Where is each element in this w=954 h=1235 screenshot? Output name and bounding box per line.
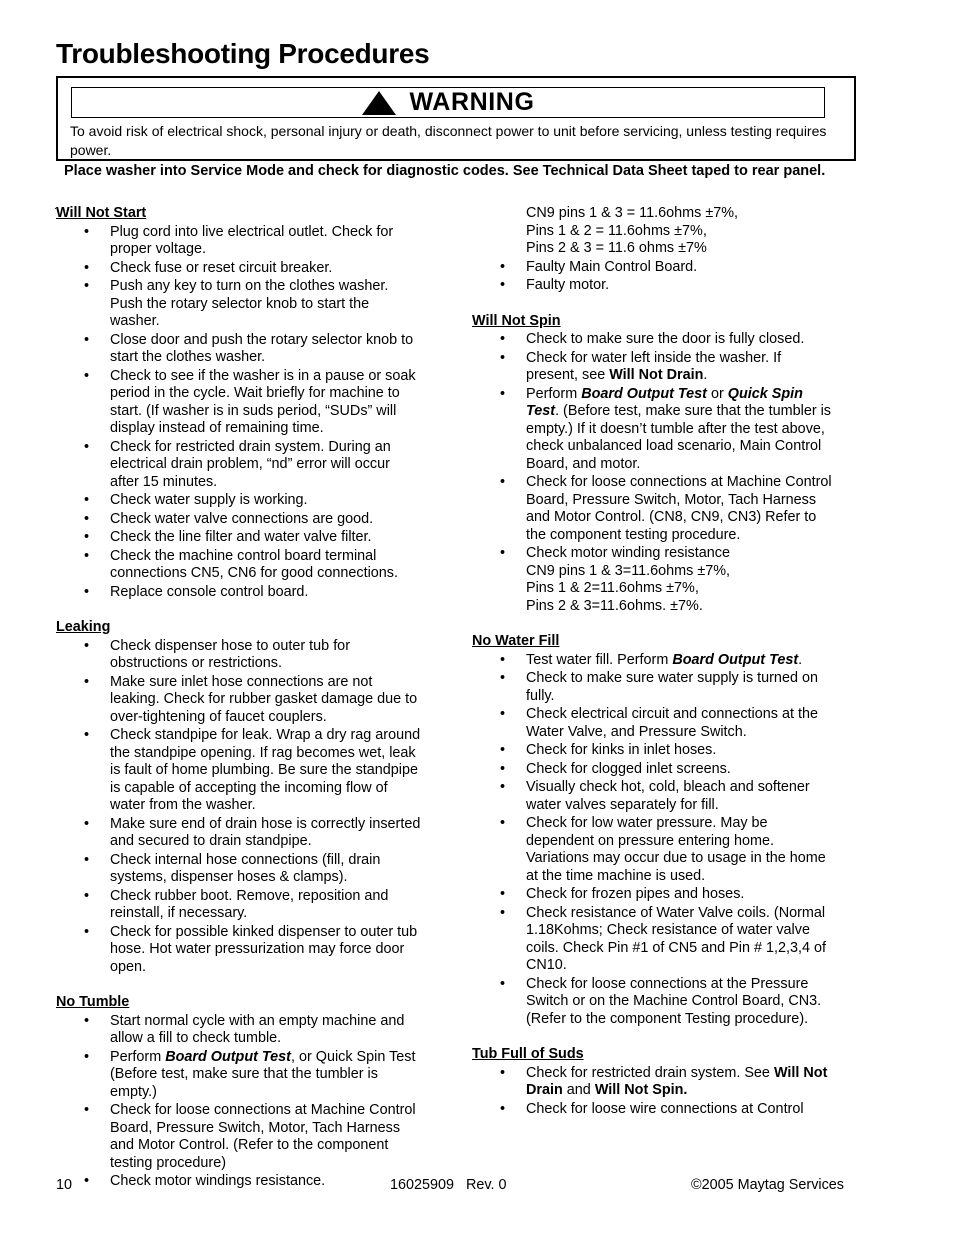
list-item: • Check electrical circuit and connections at the Water Valve, and Pressure Switch.: [472, 706, 837, 741]
list-item: • Check for kinks in inlet hoses.: [472, 742, 837, 760]
will-not-spin-list: [472, 331, 837, 615]
list-item: • Visually check hot, cold, bleach and softener water valves separately for fill.: [472, 779, 837, 814]
text-run: , or Quick Spin Test (Before test, make sure that the tumbler is empty.): [110, 1048, 416, 1100]
resistance-values: CN9 pins 1 & 3 = 11.6ohms ±7%, Pins 1 & 2 = 11.6ohms ±7%, Pins 2 & 3 = 11.6 ohms ±7%: [526, 205, 739, 256]
list-item: • Make sure inlet hose connections are not leaking. Check for rubber gasket damage due to over-tightening of faucet couplers.: [56, 674, 421, 727]
list-item: • Check for restricted drain system. During an electrical drain problem, “nd” error will occur after 15 minutes.: [56, 439, 421, 492]
text-run-bold: Will Not Drain: [609, 367, 704, 383]
list-item: • Check for low water pressure. May be dependent on pressure entering home. Variations may occur due to usage in the home at the time machine is used.: [472, 815, 837, 885]
text-run: .: [703, 367, 708, 383]
section-tub-full-of-suds: [472, 1046, 837, 1118]
list-item: • Check to make sure water supply is turned on fully.: [472, 670, 837, 705]
list-item: • Check for loose connections at the Pressure Switch or on the Machine Control Board, CN3. (Refer to the component Testing procedure).: [472, 976, 837, 1029]
text-run-bold: Will Not Spin.: [594, 1082, 688, 1098]
list-item: • Check for possible kinked dispenser to outer tub hose. Hot water pressurization may force door open.: [56, 924, 421, 977]
section-title: No Water Fill: [472, 633, 560, 649]
text-run: Test water fill. Perform: [526, 651, 673, 668]
list-item: • Check dispenser hose to outer tub for obstructions or restrictions.: [56, 638, 421, 673]
list-item: • Check rubber boot. Remove, reposition and reinstall, if necessary.: [56, 888, 421, 923]
list-item: [472, 386, 837, 474]
text-run: Perform: [526, 385, 582, 402]
list-item: • Faulty Main Control Board.: [472, 259, 837, 277]
list-item: • Start normal cycle with an empty machine and allow a fill to check tumble.: [56, 1013, 421, 1048]
list-item: • Check for loose connections at Machine Control Board, Pressure Switch, Motor, Tach Harness and Motor Control. (CN8, CN9, CN3) Refer to the component testing procedure.: [472, 474, 837, 544]
text-run: . (Before test, make sure that the tumbler is empty.) If it doesn’t tumble after the test above, check unbalanced load scenario, Main Control Board, and motor.: [526, 403, 832, 472]
list-item: • Faulty motor.: [472, 277, 837, 295]
text-run-bold: Will Not Drain: [526, 1064, 828, 1098]
list-item: • Check motor winding resistance CN9 pins 1 & 3=11.6ohms ±7%, Pins 1 & 2=11.6ohms ±7%, Pins 2 & 3=11.6ohms. ±7%.: [472, 545, 837, 615]
warning-box: [56, 76, 856, 161]
list-item: [472, 1065, 837, 1100]
section-leaking: [56, 619, 421, 976]
text-run: Check for restricted drain system. See: [526, 1064, 774, 1081]
section-no-tumble: [56, 994, 421, 1191]
list-item: • Plug cord into live electrical outlet. Check for proper voltage.: [56, 224, 421, 259]
list-item: • Check for loose connections at Machine Control Board, Pressure Switch, Motor, Tach Harness and Motor Control. (Refer to the component testing procedure): [56, 1102, 421, 1172]
list-item: [56, 1049, 421, 1102]
section-no-water-fill: [472, 633, 837, 1028]
stray-mark: .: [54, 201, 57, 212]
no-tumble-cont-list: [472, 259, 837, 295]
list-item: • Check to see if the washer is in a pause or soak period in the cycle. Wait briefly for machine to start. (If washer is in suds period, “SUDs” will display instead of remaining time.: [56, 368, 421, 438]
section-title: Leaking: [56, 619, 111, 635]
footer-page-number: 10: [56, 1177, 73, 1193]
list-item: • Make sure end of drain hose is correctly inserted and secured to drain standpipe.: [56, 816, 421, 851]
warning-header: [71, 87, 825, 118]
text-run-bold: Board Output Test: [672, 651, 799, 668]
section-title: Will Not Start: [56, 205, 147, 221]
text-run: or: [706, 385, 728, 402]
list-item: • Check fuse or reset circuit breaker.: [56, 260, 421, 278]
text-run-bold: Board Output Test: [581, 385, 707, 402]
no-water-fill-list: [472, 652, 837, 1029]
text-run-bold: Quick Spin Test: [526, 385, 803, 419]
text-run: Check for water left inside the washer. If present, see: [526, 349, 782, 383]
list-item: • Check the line filter and water valve filter.: [56, 529, 421, 547]
text-run-bold: Board Output Test: [165, 1048, 291, 1065]
section-title: Will Not Spin: [472, 312, 561, 329]
service-mode-note: Place washer into Service Mode and check for diagnostic codes. See Technical Data Sheet taped to rear panel.: [64, 163, 826, 179]
list-item: • Check for loose wire connections at Control: [472, 1101, 837, 1119]
footer-doc-number: 16025909 Rev. 0: [390, 1177, 507, 1193]
section-will-not-start: [56, 205, 421, 601]
will-not-start-list: [56, 224, 421, 602]
list-item: • Check resistance of Water Valve coils. (Normal 1.18Kohms; Check resistance of water valve coils. Check Pin #1 of CN5 and Pin # 1,2,3,4 of CN10.: [472, 905, 837, 975]
list-item: • Check standpipe for leak. Wrap a dry rag around the standpipe opening. If rag becomes wet, leak is fault of home plumbing. Be sure the standpipe is capable of accepting the incoming flow of water from the washer.: [56, 727, 421, 815]
section-will-not-spin: [472, 313, 837, 616]
list-item: [472, 350, 837, 385]
warning-triangle-icon: [361, 90, 397, 116]
list-item: • Check water valve connections are good.: [56, 511, 421, 529]
list-item: • Close door and push the rotary selector knob to start the clothes washer.: [56, 332, 421, 367]
list-item: • Check the machine control board terminal connections CN5, CN6 for good connections.: [56, 548, 421, 583]
list-item: • Check for clogged inlet screens.: [472, 761, 837, 779]
list-item: • Check motor windings resistance.: [56, 1173, 421, 1191]
left-column: [56, 205, 421, 1209]
no-tumble-list: [56, 1013, 421, 1191]
section-no-tumble-continued: [472, 205, 837, 295]
section-title: No Tumble: [56, 994, 130, 1010]
section-title: Tub Full of Suds: [472, 1046, 584, 1062]
list-item: • Replace console control board.: [56, 584, 421, 602]
leaking-list: [56, 638, 421, 977]
text-run: and: [562, 1082, 595, 1098]
list-item: • Check for frozen pipes and hoses.: [472, 886, 837, 904]
warning-heading: WARNING: [409, 88, 535, 116]
list-item: • Check internal hose connections (fill, drain systems, dispenser hoses & clamps).: [56, 852, 421, 887]
list-item: • Push any key to turn on the clothes washer. Push the rotary selector knob to start the washer.: [56, 278, 421, 331]
list-item: [472, 652, 837, 670]
tub-full-of-suds-list: [472, 1065, 837, 1119]
list-item: • Check water supply is working.: [56, 492, 421, 510]
text-run: Perform: [110, 1048, 166, 1065]
warning-text: To avoid risk of electrical shock, personal injury or death, disconnect power to unit before servicing, unless testing requires power.: [70, 123, 827, 158]
text-run: .: [798, 651, 803, 668]
footer-copyright: ©2005 Maytag Services: [691, 1177, 844, 1193]
right-column: [472, 205, 837, 1136]
list-item: • Check to make sure the door is fully closed.: [472, 331, 837, 349]
page-title: Troubleshooting Procedures: [56, 38, 430, 69]
